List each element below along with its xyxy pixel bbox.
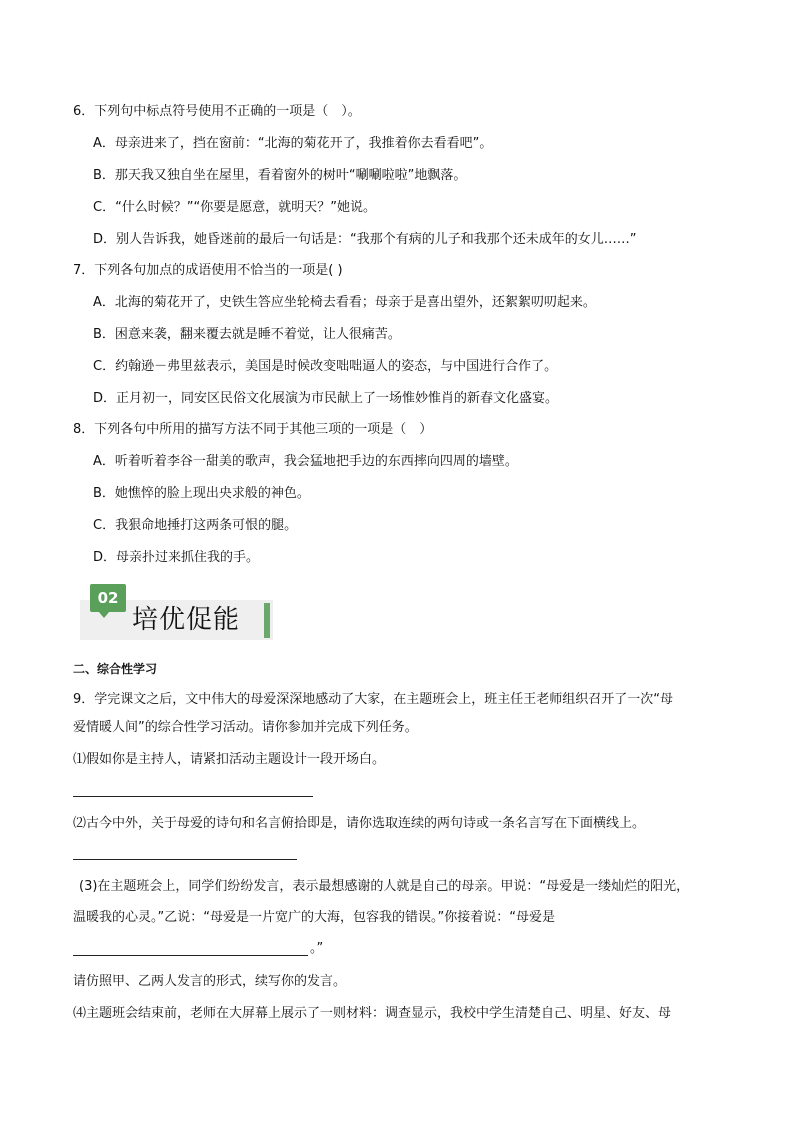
section-title: 培优促能: [132, 605, 241, 635]
question-9-part1: ⑴假如你是主持人，请紧扣活动主题设计一段开场白。: [73, 752, 386, 767]
section-banner-accent: [264, 603, 270, 638]
question-9-part3-close-quote: 。”: [310, 941, 324, 956]
section-badge-tail: [98, 611, 110, 618]
question-6-option-b: B．那天我又独自坐在屋里，看着窗外的树叶“唰唰啦啦”地飘落。: [93, 168, 467, 183]
section-number-badge: 02: [90, 584, 126, 612]
question-9-stem-line1: 9．学完课文之后，文中伟大的母爱深深地感动了大家，在主题班会上，班主任王老师组织召开了一次“母: [73, 692, 674, 707]
question-8-stem: 8．下列各句中所用的描写方法不同于其他三项的一项是（ ）: [73, 422, 433, 437]
question-7-stem: 7．下列各句加点的成语使用不恰当的一项是( ): [73, 263, 343, 278]
question-8-option-b: B．她憔悴的脸上现出央求般的神色。: [93, 486, 310, 501]
question-7-option-d: D．正月初一，同安区民俗文化展演为市民献上了一场惟妙惟肖的新春文化盛宴。: [93, 391, 559, 406]
question-7-option-c: C．约翰逊－弗里兹表示，美国是时候改变咄咄逼人的姿态，与中国进行合作了。: [93, 359, 558, 374]
question-7-option-a: A．北海的菊花开了，史铁生答应坐轮椅去看看；母亲于是喜出望外，还絮絮叨叨起来。: [93, 295, 596, 310]
question-9-part3-instruction: 请仿照甲、乙两人发言的形式，续写你的发言。: [73, 974, 347, 989]
question-6-option-a: A．母亲进来了，挡在窗前：“北海的菊花开了，我推着你去看看吧”。: [93, 136, 493, 151]
answer-blank-1[interactable]: [73, 796, 313, 797]
question-8-option-c: C．我狠命地捶打这两条可恨的腿。: [93, 518, 298, 533]
answer-blank-2[interactable]: [73, 859, 297, 860]
question-9-part3-line1: (3)在主题班会上，同学们纷纷发言，表示最想感谢的人就是自己的母亲。甲说：“母爱是一缕灿烂的阳光，: [79, 879, 690, 894]
question-8-option-a: A．听着听着李谷一甜美的歌声，我会猛地把手边的东西摔向四周的墙壁。: [93, 454, 518, 469]
question-6-stem: 6．下列句中标点符号使用不正确的一项是（ ）。: [73, 104, 361, 119]
question-9-part3-line2: 温暖我的心灵。”乙说：“母爱是一片宽广的大海，包容我的错误。”你接着说：“母爱是: [73, 910, 555, 925]
question-9-part4: ⑷主题班会结束前，老师在大屏幕上展示了一则材料：调查显示，我校中学生清楚自己、明星、好友、母: [73, 1006, 672, 1021]
question-6-option-c: C．“什么时候？”“你要是愿意，就明天？”她说。: [93, 200, 377, 215]
answer-blank-3[interactable]: [73, 955, 308, 956]
question-8-option-d: D．母亲扑过来抓住我的手。: [93, 550, 260, 565]
question-9-stem-line2: 爱情暖人间”的综合性学习活动。请你参加并完成下列任务。: [73, 720, 418, 735]
part-heading: 二、综合性学习: [73, 662, 158, 676]
question-7-option-b: B．困意来袭，翻来覆去就是睡不着觉，让人很痛苦。: [93, 327, 401, 342]
section-banner: [80, 584, 273, 640]
question-6-option-d: D．别人告诉我，她昏迷前的最后一句话是：“我那个有病的儿子和我那个还未成年的女儿……”: [93, 232, 637, 247]
question-9-part2: ⑵古今中外，关于母爱的诗句和名言俯拾即是，请你选取连续的两句诗或一条名言写在下面横线上。: [73, 816, 646, 831]
